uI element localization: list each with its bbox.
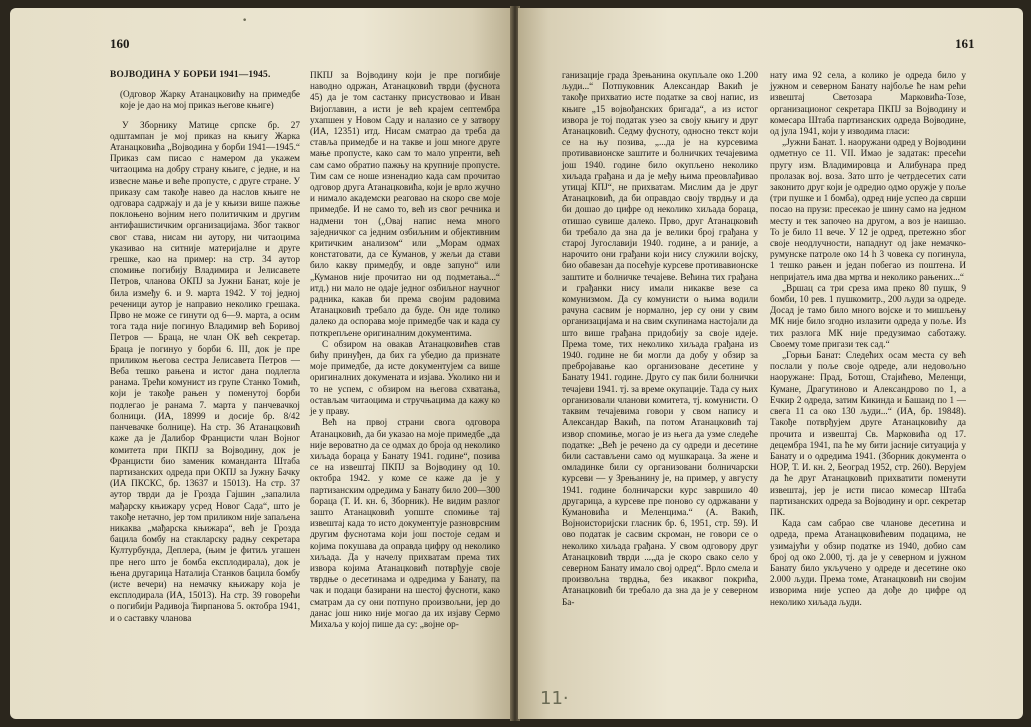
paragraph: ганизације града Зрењанина окупљале око 1.200 људи...“ Потпуковник Александар Вакић је такође прихватио исте податке за свој напис, из књиге „15 војвођанских бригада“, а из истог извора је тој податак узео за своју књигу и друг Атанацковић. Седму фусноту, односно текст који се на њу позива, „...да је на курсевима противавионске заштите и болничких течајевима још 1940. године било окупљено неколико хиљада грађана и да је међу њима преовлађивао утицај КПЈ“, не прихватам. Мислим да је друг Атанацковић, да би оправдао своју тврдњу и да би дошао до цифре од неколико хиљада бораца, отишао сувише далеко. Прво, друг Атанацковић би требало да зна да је велики број грађана у старој Југославији 1940. године, а и раније, а нарочито они грађани који нису служили војску, био обавезан да посећује курсеве противавионске заштите и болничке течајеве. Већина тих грађана и грађанки нису имали никакве везе са комунизмом. Да су комунисти о њима водили рачуна сасвим је нормално, јер су они у свим организацијама и на свим скупинама настојали да што више грађана придобију за своје идеје. Према томе, тих неколико хиљада грађана из 1940. године не би могли да добу у обзир за пребројавање као организоване десетине у Банату 1941. године. Друго су пак били болнички течајеви 1941. тј. за време окупације. Тада су њих организовали чланови комитета, тј. комунисти. О таквим течајевима говори у свом напису и Александар Вакић, па потом Атанацковић тај извор спомиње, могао је из њега да узме следеће податке: „Већ је речено да су одреди и десетине били састављени само од мушкараца. За жене и омладинке били су организовани болничарски курсеви — у Зрењанину је, на пример, у августу 1941. године болничарски курс завршило 40 другарица, а курсеве пре поново су одржавани у Кумановића и Меленцима.“ (А. Вакић, Војноисторијски гласник бр. 6, 1951, стр. 59). И ово податак је сасвим скроман, не говори се о неколико хиљада грађана. У свом одговору друг Атанацковић тврди ...„да је скоро свако село у северном Банату имало свој одред“. Врло смела и произвољна тврдња, без икаквог покрића, Атанацковић би требало да зна да је у северном Ба- xyxy=(562,70,758,607)
page-number-right: 161 xyxy=(955,36,975,51)
page-number-left: 160 xyxy=(110,36,130,51)
article-heading: ВОЈВОДИНА У БОРБИ 1941—1945. xyxy=(110,70,271,80)
paragraph: „Горњи Банат: Следећих осам места су већ послали у поље своје одреде, али недовољно наоружане: Прад, Ботош, Стајићево, Меленци, Кумане, Драгутиново и Александрово по 1, а Ечкир 2 одреда, затим Кикинда и Башаид по 1 — свега 11 са око 130 људи...“ (ИА, бр. 19848). Такође потврђујем друге Атанацковићу да прочита и извештај Св. Марковића од 17. децембра 1941, па ће му бити јасније ситуација у Банату и о одредима 1941. (Зборник документа о НОР, Т. И. кн. 2, Београд 1952, стр. 260). Верујем да ће друг Атанацковић прихватити поменути извештај, јер је исти писао комесар Штаба партизанских одреда за Војводину и орг. секретар ПК. xyxy=(770,350,966,517)
paragraph: Када сам сабрао све чланове десетина и одреда, према Атанацковићевим подацима, не узимајући у обзир податке из 1940, добио сам број од око 2.000, тј. да је у северном и јужном Банату било укључено у одреде и десетине око 2.000 људи. Према томе, Атанацковић ни својим изворима није успео да дође до цифре од неколико хиљада људи. xyxy=(770,518,966,607)
column-4 xyxy=(770,70,966,608)
paragraph: У Зборнику Матице српске бр. 27 одштампан је мој приказ на књигу Жарка Атанацковића „Војводина у борби 1941—1945.“ Приказ сам писао с намером да укажем читаоцима на добру страну књиге, с једне, и на извесне мање и веће пропусте, с друге стране. У приказу сам такође навео да наслов књиге не одговара садржају и да је у књизи више пажње поклоњено војним него политичким и другим антифашистичким организацијама. Због таквог свог става, нисам ни аутору, ни читаоцима указивао на ситније материјалне и друге грешке, као на пример: на стр. 34 аутор спомиње погибију Владимира и Јелисавете Петров, чланова ОКПЈ за Јужни Банат, које је била између 6. и 9. марта 1942. У тој једној реченици аутор је направио неколико грешака. Прво не може се гинути од 6—9. марта, а осим тога тада није погинуо Владимир већ Боривој Петров — Брацa, не члан ОК већ секретар. Брацa је погинуо у борби 6. III, док је пре приликом његова сестра Јелисавета Петров — Веба тешко рањена и истог дана подлегла ранама. Трећи комунист из групе Станко Томић, који је такође рањен у поменутој борби подлегао је ранама 7. марта у панчевачкој болници. (ИА, 18999 и досије бр. 8/42 панчевачке болнице). На стр. 36 Атанацковић каже да је Далибор Францисти члан Војног комитета при ПКПЈ за Војводину, док је Францисти био заменик команданта Штаба партизанских одреда при ОКПЈ за Јужну Бачку (ИА ПКСКС, бр. 13637 и 15013). На стр. 37 аутор тврди да је Грозда Гајшин „запалила мађарску књижару усред Новог Сада“, што је такође нетачно, јер том приликом није запаљена никаква „мађарска књижара“, већ је Грозда бацила бомбу на стакларску радњу секретара Културбунда, Деплера, (њим је фитиљ угашен пре него што је бомба експлодирала), док је њена другарица Наталија Станков бацила бомбу (исте вечери) на немачку књижару која је експлодирала (ИА, 15013). На стр. 39 говорећи о погибији Радивоја Ћирпанова 5. октобра 1941, и о саставку чланова xyxy=(110,119,300,623)
ink-dot: • xyxy=(242,16,248,26)
pencil-mark: 11· xyxy=(540,688,569,709)
paragraph: С обзиром на овакав Атанацковићев став бићу принуђен, да бих га убедио да признате моје примедбе, да исте документујем са више оригиналних докумената и изјава. Уколико ни и то не успем, с обзиром на његова схватања, остављам читаоцима и стручњацима да кажу ко је у праву. xyxy=(310,338,500,417)
column-1 xyxy=(110,70,300,624)
paragraph: „Вршац са три среза има преко 80 пушк, 9 бомби, 10 рев. 1 пушкомитр., 200 људи за одреде. Досад је тамо било много војске и то мишљењу МК није било згодно излазити одреда у поље. Из тих разлога МК није предузимао саботажу. Своему томе пригази тек сад.“ xyxy=(770,282,966,349)
paragraph: нату има 92 села, а колико је одреда било у јужном и северном Банату најбоље ће нам рећи извештај Светозара Марковића-Тозе, организационог секретара ПКПЈ за Војводину и комесара Штаба партизанских одреда Војводине, од јула 1941, који у изводима гласи: xyxy=(770,70,966,137)
paragraph: ПКПЈ за Војводину који је пре погибије наводно одржан, Атанацковић тврди (фуснота 45) да је том састанку присуствовао и Иван Вијоглавин, а исти је већ крајем септембра ухапшен у Новом Саду и налазио се у затвору (ИА, 12351) итд. Нисам сматрао да треба да ставља примедбе и на такве и још многе друге мање пропусте, како сам то мало упренти, већ сам само обратио пажњу на крупније пропусте. Тим сам се ноше изненадио кадa сам прочитао одговор друга Атанацковића, који је врло жучно и нимало академски реаговао на скоро све моје примедбе. И не само то, већ из свог речника и надмени тон („Овај напис нема много заједничког са једним озбиљним и објективним критичким анализом“ или „Морам одмах констатовати, да се Куманов, у жељи да стави било какву примедбу, и овде запуно“ или „Куманов није прочитао ни од подметања...“ итд.) ни мало не одаје једног озбиљног научног радника, какав би према својим радовима Атанацковић требало да буде. Он иде толико далеко да оспорава моје примедбе чак и када су поткрепљене оригиналним документима. xyxy=(310,70,500,338)
column-2 xyxy=(310,70,500,630)
paragraph: Већ на првој страни свога одговора Атанацковић, да би указао на моје примедбе „да није вероватно да се одмах до броја од неколико хиљада бораца у Банату 1941. године“, позива се на извештај ПКПЈ за Војводину од 10. октобра 1942. у коме се каже да је у партизанским одредима у Банату било 200—300 бораца (Т. И. кн. 6, Зборник). Не видим разлог зашто Атанацковић уопште спомиње тај извештај када то исто документује разноврсним другим фуснотама који још постоје седам и којима покушава да оправда цифру од неколико хиљада. Да у начелу прихватам према тих извора којима Атанацковић потврђује своје тврдње о десетинама и одредима у Банату, па чак и подаци базирани на шестој фусноти, како сматрам да су они потпуно произвољни, јер до данас још нико није могао да их изјаву Сермо Михаља у којој пише да су: „војне ор- xyxy=(310,417,500,629)
right-page xyxy=(518,8,1023,719)
article-subtitle: (Одговор Жарку Атанацковићу на примедбе које је дао на мој приказ његове књиге) xyxy=(120,89,300,111)
left-page xyxy=(10,8,512,719)
column-3 xyxy=(562,70,758,608)
paragraph: „Јужни Банат. 1. наоружани одред у Војводини одметнуо се 11. VII. Имао је задатак: пресећи пругу изм. Владимировца и Алибунара пред пролазак вој. воза. Зато што је четрдесетих сати законито друг који је одредио одмо оружје у поље (три пушке и 1 бомба), одред није успео да сврши посао на прузи: пресекао је шину само на једном месту и тек започео на другом, а воз је наишао. То је било 11 вече. У 12 је одред, претежно због своје неодлучности, нападнут од јаке немачко-румунске патроле око 14 h 3 човека су погинула, 1 тешко рањен и један побегао из поштена. И непријатељ има два мртва и неколико рањених...“ xyxy=(770,137,966,282)
